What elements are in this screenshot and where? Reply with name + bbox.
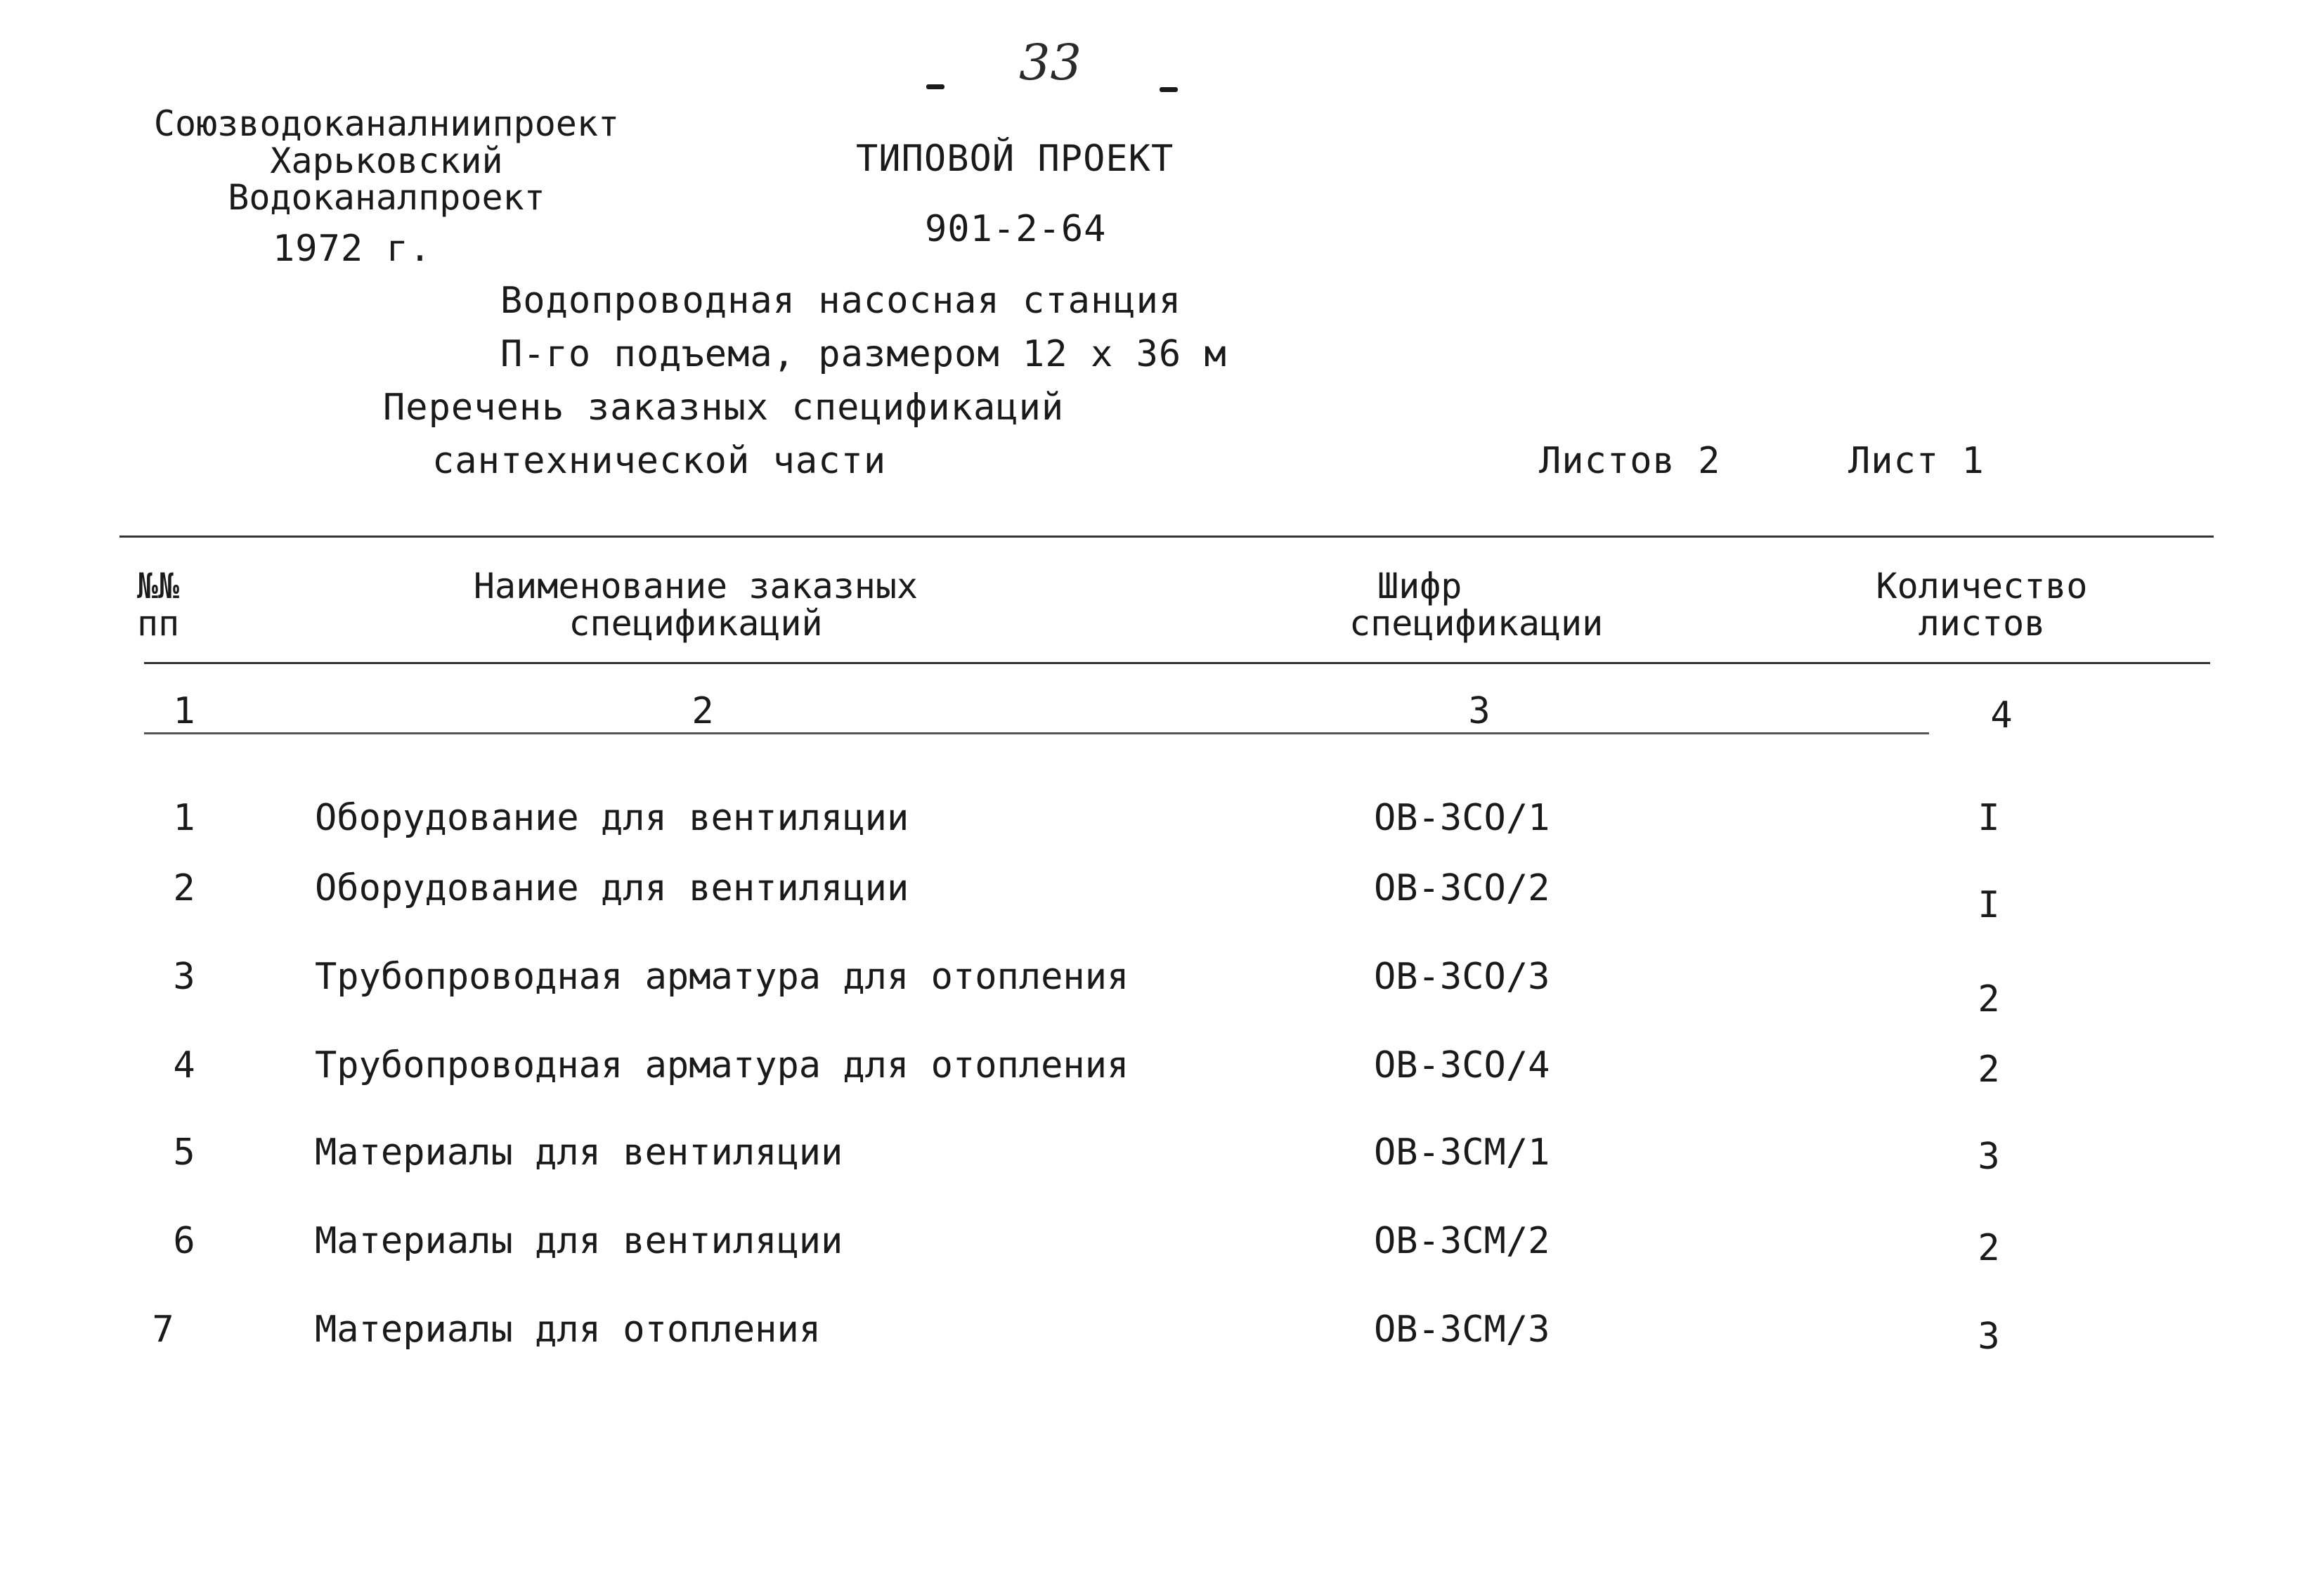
row-1-code: ОВ-3СО/1: [1374, 797, 1550, 839]
row-4-code: ОВ-3СО/4: [1374, 1044, 1550, 1086]
row-1-number: 1: [173, 797, 195, 839]
header-name-line2: спецификаций: [569, 602, 823, 644]
row-6-sheets: 2: [1978, 1227, 2000, 1269]
table-header-rule: [144, 662, 2210, 664]
row-7-code: ОВ-3СМ/3: [1374, 1309, 1550, 1351]
row-5-number: 5: [173, 1131, 195, 1174]
row-7-name: Материалы для отопления: [315, 1309, 822, 1351]
organization-year: 1972 г.: [273, 228, 432, 270]
row-3-name: Трубопроводная арматура для отопления: [315, 956, 1129, 998]
header-code-line2: спецификации: [1349, 602, 1604, 644]
row-3-number: 3: [173, 956, 195, 998]
page-number-dash-right: [1160, 87, 1178, 92]
table-numbers-rule: [144, 732, 1929, 734]
title-line-3: Перечень заказных спецификаций: [383, 387, 1065, 429]
title-line-1: Водопроводная насосная станция: [500, 280, 1182, 322]
organization-city: Харьковский: [270, 140, 503, 181]
header-count-line2: листов: [1918, 602, 2046, 644]
row-2-code: ОВ-3СО/2: [1374, 867, 1550, 909]
project-label: ТИПОВОЙ ПРОЕКТ: [856, 138, 1174, 180]
table-top-rule: [119, 536, 2214, 538]
header-count: [1827, 568, 2136, 642]
column-number-2: 2: [692, 690, 714, 732]
sheets-total: Листов 2: [1539, 440, 1721, 482]
row-2-sheets: I: [1978, 884, 2000, 926]
title-line-4: сантехнической части: [432, 440, 887, 482]
column-number-1: 1: [173, 690, 195, 732]
row-7-sheets: 3: [1978, 1316, 2000, 1358]
row-6-number: 6: [173, 1220, 195, 1262]
project-code: 901-2-64: [925, 208, 1107, 250]
column-number-4: 4: [1990, 694, 2013, 736]
row-4-number: 4: [173, 1044, 195, 1086]
row-7-number: 7: [152, 1309, 174, 1351]
title-line-2: П-го подъема, размером 12 х 36 м: [500, 333, 1227, 375]
column-number-3: 3: [1468, 690, 1491, 732]
row-5-sheets: 3: [1978, 1136, 2000, 1178]
organization-department: Водоканалпроект: [228, 177, 545, 218]
organization-block: [119, 105, 654, 216]
row-4-name: Трубопроводная арматура для отопления: [315, 1044, 1129, 1086]
row-4-sheets: 2: [1978, 1049, 2000, 1091]
header-number-line2: пп: [137, 602, 180, 644]
row-1-sheets: I: [1978, 797, 2000, 839]
header-count-line1: Количество: [1876, 566, 2088, 606]
row-3-sheets: 2: [1978, 978, 2000, 1020]
row-5-code: ОВ-3СМ/1: [1374, 1131, 1550, 1174]
row-6-code: ОВ-3СМ/2: [1374, 1220, 1550, 1262]
row-5-name: Материалы для вентиляции: [315, 1131, 843, 1174]
row-6-name: Материалы для вентиляции: [315, 1220, 843, 1262]
header-number: [137, 568, 214, 642]
header-name: [408, 568, 984, 642]
row-3-code: ОВ-3СО/3: [1374, 956, 1550, 998]
page-number-dash-left: [926, 84, 944, 89]
row-2-number: 2: [173, 867, 195, 909]
row-1-name: Оборудование для вентиляции: [315, 797, 909, 839]
page-number: 33: [1019, 34, 1082, 91]
header-number-line1: №№: [137, 566, 180, 606]
row-2-name: Оборудование для вентиляции: [315, 867, 909, 909]
header-name-line1: Наименование заказных: [473, 566, 918, 606]
header-code: [1349, 568, 1658, 642]
sheet-current: Лист 1: [1848, 440, 1985, 482]
organization-name: Союзводоканалниипроект: [153, 103, 620, 144]
header-code-line1: Шифр: [1377, 566, 1462, 606]
